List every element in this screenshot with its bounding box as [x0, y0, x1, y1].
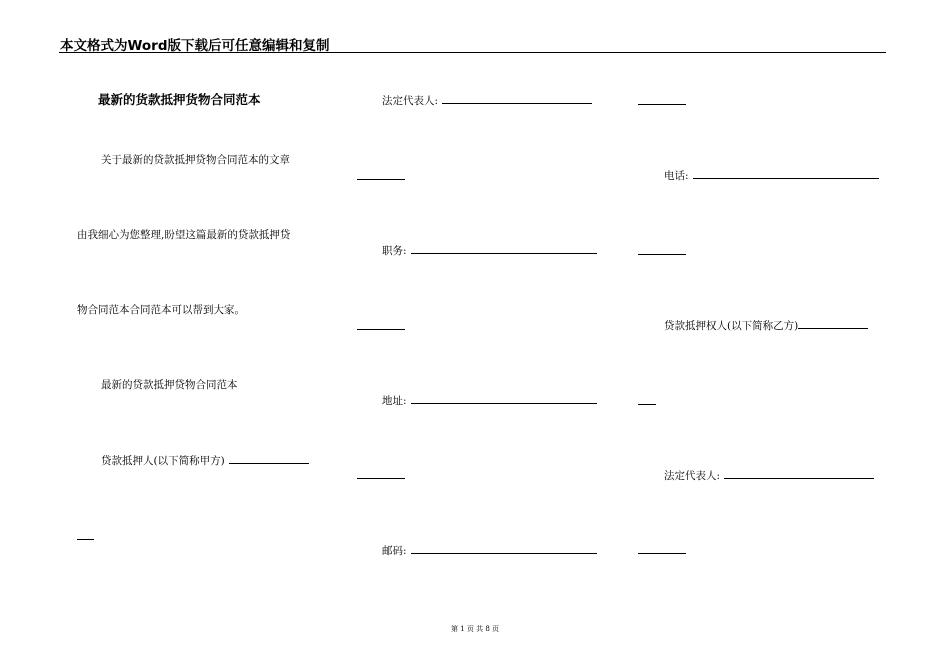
intro-paragraph-line-2: 由我细心为您整理,盼望这篇最新的贷款抵押贷	[77, 229, 291, 241]
phone-blank	[693, 168, 879, 179]
postcode-label: 邮码:	[382, 545, 407, 557]
party-a-blank	[229, 453, 309, 464]
party-a-label: 贷款抵押人(以下简称甲方)	[101, 455, 225, 467]
position-blank	[411, 243, 597, 254]
intro-paragraph-line-1: 关于最新的贷款抵押贷物合同范本的文章	[101, 154, 290, 166]
document-header-title: 本文格式为Word版下载后可任意编辑和复制	[60, 38, 330, 54]
party-b-blank-continued	[638, 404, 656, 405]
blank-line	[357, 179, 405, 180]
position-field	[382, 243, 597, 258]
blank-line	[638, 553, 686, 554]
blank-line	[638, 104, 686, 105]
party-b-legal-rep-field	[664, 468, 874, 483]
party-a-field	[101, 453, 309, 468]
party-b-blank	[798, 318, 868, 329]
contract-subtitle: 最新的贷款抵押贷物合同范本	[101, 379, 238, 391]
phone-field	[664, 168, 879, 183]
address-field	[382, 393, 597, 408]
legal-rep-field	[382, 93, 592, 108]
document-title: 最新的货款抵押货物合同范本	[98, 92, 261, 107]
blank-line	[357, 329, 405, 330]
address-blank	[411, 393, 597, 404]
header-divider	[59, 52, 886, 53]
party-b-label: 贷款抵押权人(以下简称乙方)	[664, 320, 799, 332]
page-number: 第 1 页 共 8 页	[450, 625, 500, 633]
legal-rep-label: 法定代表人:	[382, 95, 439, 107]
party-b-legal-rep-blank	[724, 468, 874, 479]
address-label: 地址:	[382, 395, 407, 407]
party-b-field	[664, 318, 868, 333]
blank-line	[357, 478, 405, 479]
legal-rep-blank	[442, 93, 592, 104]
phone-label: 电话:	[664, 170, 689, 182]
party-b-legal-rep-label: 法定代表人:	[664, 470, 721, 482]
intro-paragraph-line-3: 物合同范本合同范本可以帮到大家。	[77, 304, 245, 316]
blank-line	[638, 254, 686, 255]
postcode-blank	[411, 543, 597, 554]
position-label: 职务:	[382, 245, 407, 257]
party-a-blank-continued	[77, 539, 94, 540]
postcode-field	[382, 543, 597, 558]
